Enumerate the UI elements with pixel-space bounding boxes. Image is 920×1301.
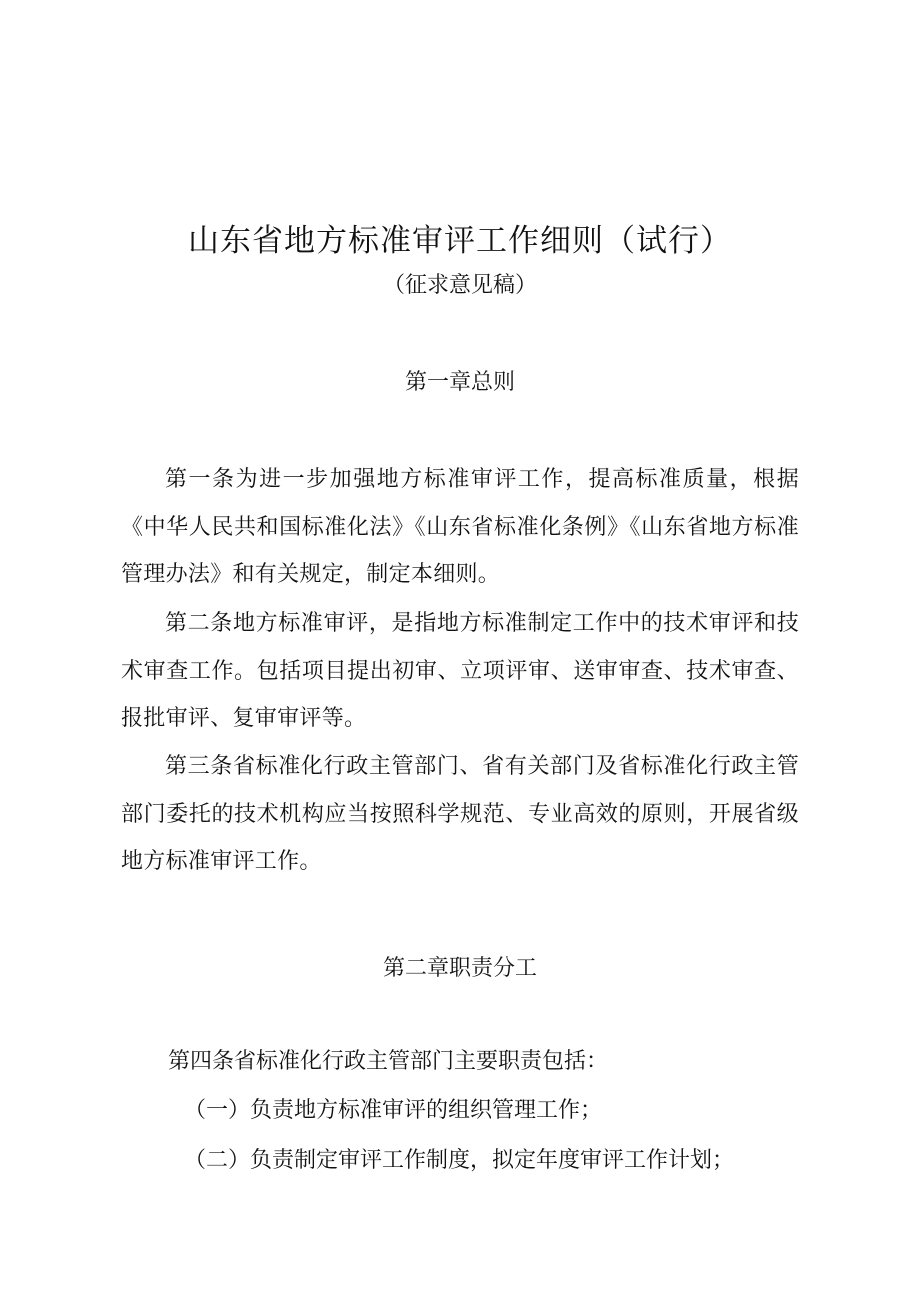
article-3: 第三条省标准化行政主管部门、省有关部门及省标准化行政主管部门委托的技术机构应当按照科学规范、专业高效的原则，开展省级地方标准审评工作。 [121, 754, 799, 874]
article-1: 第一条为进一步加强地方标准审评工作，提高标准质量，根据《中华人民共和国标准化法》《山东省标准化条例》《山东省地方标准管理办法》和有关规定，制定本细则。 [121, 467, 799, 587]
list-item: （二）负责制定审评工作制度，拟定年度审评工作计划； [184, 1148, 735, 1173]
article-4: 第四条省标准化行政主管部门主要职责包括： [168, 1049, 609, 1074]
list-item: （一）负责地方标准审评的组织管理工作； [184, 1098, 603, 1123]
document-subtitle: （征求意见稿） [382, 273, 537, 298]
document-title: 山东省地方标准审评工作细则（试行） [188, 223, 732, 259]
chapter-2-heading: 第二章职责分工 [382, 956, 537, 981]
article-2: 第二条地方标准审评，是指地方标准制定工作中的技术审评和技术审查工作。包括项目提出初审、立项评审、送审审查、技术审查、报批审评、复审审评等。 [121, 611, 799, 731]
chapter-1-heading: 第一章总则 [404, 370, 515, 395]
